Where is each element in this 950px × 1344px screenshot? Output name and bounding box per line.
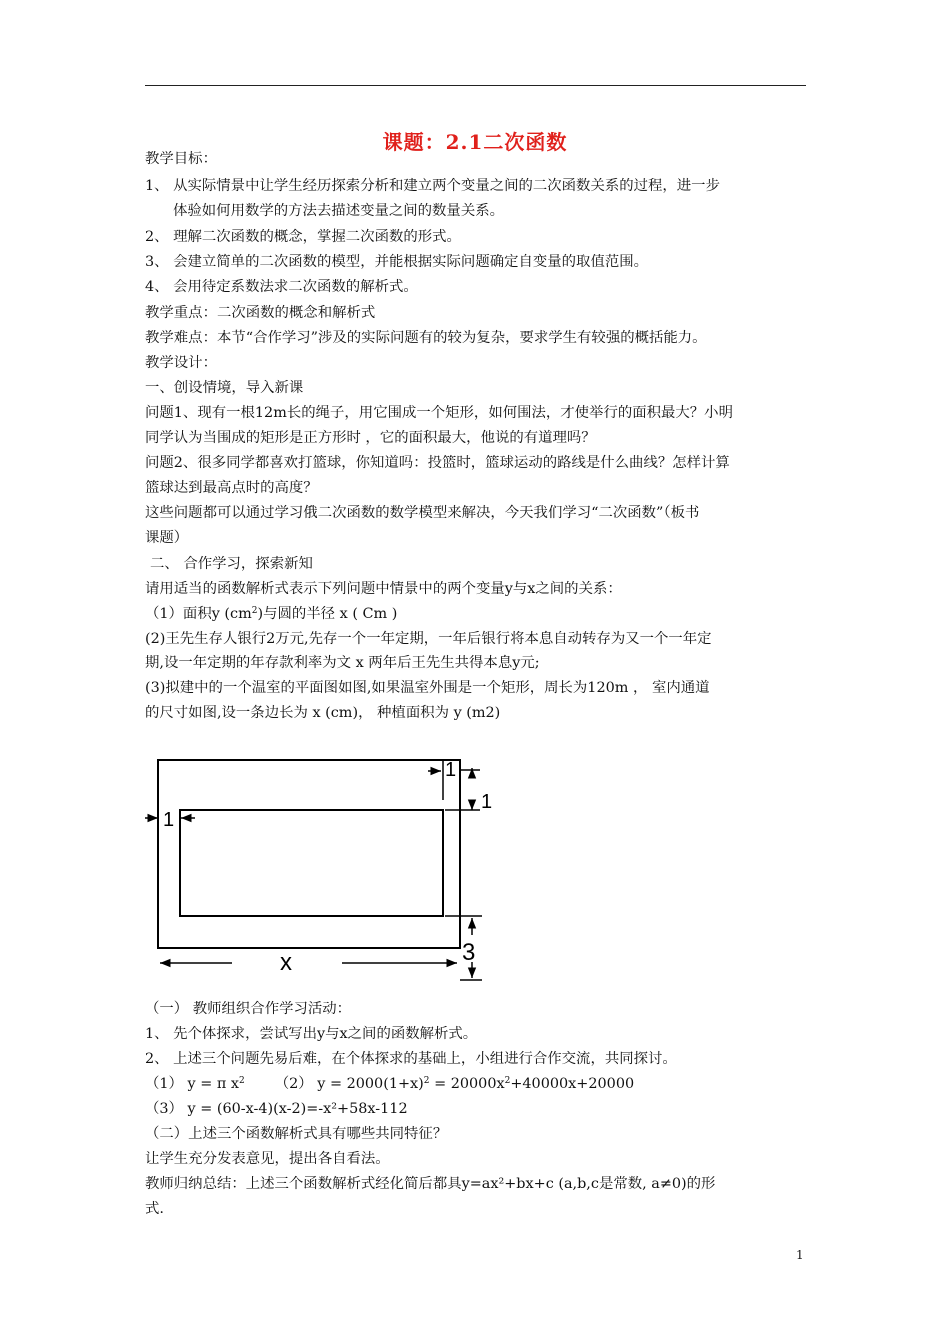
label-1-right: 1 (481, 791, 493, 813)
label-x: x (280, 949, 292, 976)
page-title: 课题：2.1二次函数 (382, 130, 568, 154)
key-point: 教学重点：二次函数的概念和解析式 (145, 305, 376, 321)
activity-step-2: 2、 上述三个问题先易后难，在个体探求的基础上，小组进行合作交流，共同探讨。 (145, 1051, 677, 1067)
section-2-heading: 二、 合作学习，探索新知 (150, 556, 313, 572)
objectives-heading: 教学目标： (145, 151, 217, 167)
question-1-cont: 同学认为当围成的矩形是正方形时 ，它的面积最大，他说的有道理吗？ (145, 430, 596, 446)
activity-heading: （一） 教师组织合作学习活动： (145, 1001, 352, 1017)
teacher-summary-cont: 式. (145, 1201, 164, 1217)
objective-4: 4、 会用待定系数法求二次函数的解析式。 (145, 279, 418, 295)
label-1-top: 1 (445, 759, 457, 781)
inner-rectangle (180, 810, 443, 916)
label-1-left: 1 (163, 809, 175, 831)
activity-step-1: 1、 先个体探求，尝试写出y与x之间的函数解析式。 (145, 1026, 478, 1042)
label-3: 3 (462, 939, 476, 966)
intro-paragraph-cont: 课题） (145, 530, 189, 546)
problem-3-cont: 的尺寸如图,设一条边长为 x (cm)， 种植面积为 y (m2) (145, 705, 501, 721)
task-instruction: 请用适当的函数解析式表示下列问题中情景中的两个变量y与x之间的关系： (145, 581, 622, 597)
objective-2: 2、 理解二次函数的概念，掌握二次函数的形式。 (145, 229, 461, 245)
common-features-question: （二）上述三个函数解析式具有哪些共同特征？ (145, 1126, 448, 1142)
objective-3: 3、 会建立简单的二次函数的模型，并能根据实际问题确定自变量的取值范围。 (145, 254, 649, 270)
objective-1: 1、 从实际情景中让学生经历探索分析和建立两个变量之间的二次函数关系的过程，进一步 (145, 178, 720, 194)
page-number: 1 (796, 1248, 804, 1262)
question-2: 问题2、很多同学都喜欢打篮球，你知道吗：投篮时，篮球运动的路线是什么曲线？怎样计算 (145, 455, 730, 471)
question-2-cont: 篮球达到最高点时的高度？ (145, 480, 318, 496)
problem-2: (2)王先生存人银行2万元,先存一个一年定期，一年后银行将本息自动转存为又一个一年定 (145, 631, 712, 647)
teacher-summary: 教师归纳总结：上述三个函数解析式经化简后都具y=ax²+bx+c (a,b,c是常数, a≠0)的形 (145, 1176, 716, 1192)
outer-rectangle (158, 760, 460, 948)
objective-1-cont: 体验如何用数学的方法去描述变量之间的数量关系。 (173, 203, 504, 219)
design-heading: 教学设计： (145, 355, 217, 371)
problem-1: （1）面积y $(cm^2)$与圆的半径 x ( Cm ) (145, 606, 398, 622)
problem-3: (3)拟建中的一个温室的平面图如图,如果温室外围是一个矩形，周长为120m ， 室内通道 (145, 680, 710, 696)
problem-2-cont: 期,设一年定期的年存款利率为文 x 两年后王先生共得本息y元; (145, 655, 540, 671)
section-1-heading: 一、创设情境，导入新课 (145, 380, 304, 396)
difficulty: 教学难点：本节“合作学习”涉及的实际问题有的较为复杂，要求学生有较强的概括能力。 (145, 330, 707, 346)
intro-paragraph: 这些问题都可以通过学习俄二次函数的数学模型来解决，今天我们学习“二次函数”（板书 (145, 505, 700, 521)
student-discussion: 让学生充分发表意见，提出各自看法。 (145, 1151, 390, 1167)
question-1: 问题1、现有一根12m长的绳子，用它围成一个矩形，如何围法，才使举行的面积最大？小明 (145, 405, 733, 421)
answers-1-2: （1） y = π $x^2$ （2） $y = 2000(1+x)^2 = 20000x^2+40000x+20000$ (145, 1076, 635, 1092)
answer-3: （3） y = (60-x-4)(x-2)=-x²+58x-112 (145, 1101, 408, 1117)
